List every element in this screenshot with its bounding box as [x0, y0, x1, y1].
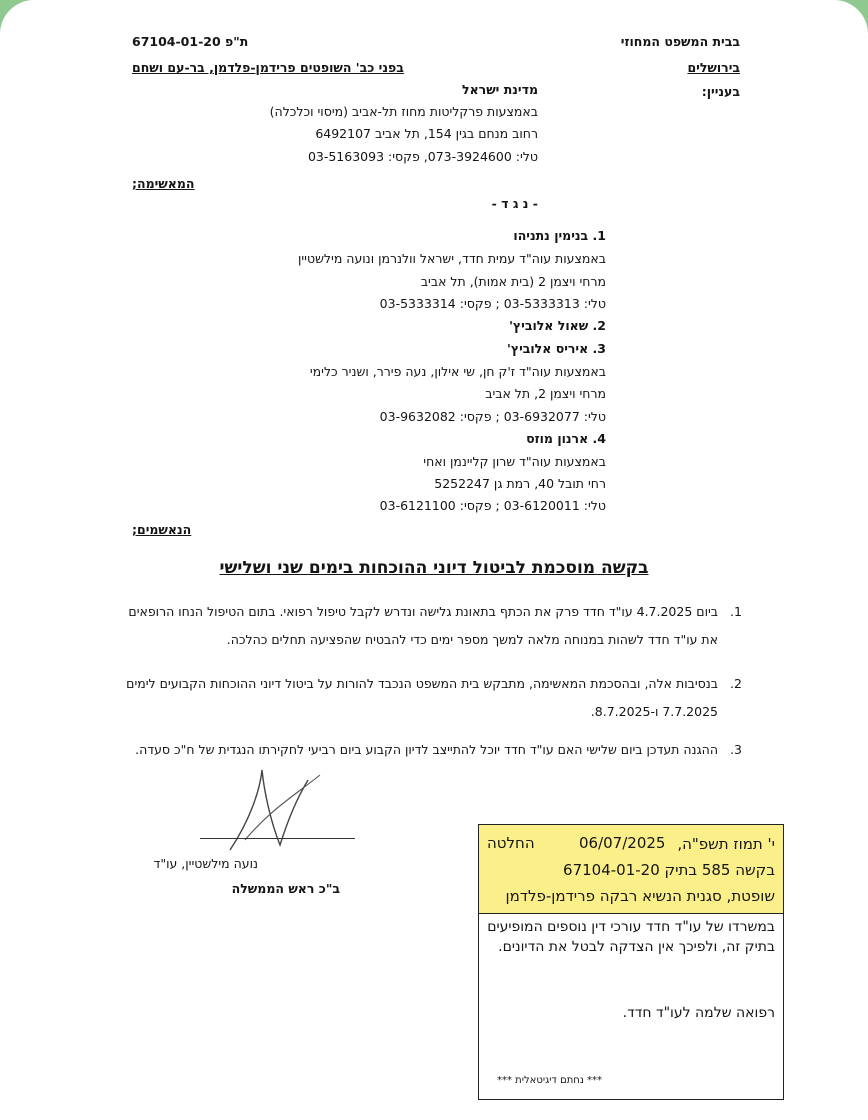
paragraph-2: בנסיבות אלה, ובהסכמת המאשימה, מתבקש בית המשפט הנכבד להורות על ביטול דיוני ההוכחות הקבועים לימים 7.7.2025 ו-8.7.2025.	[126, 676, 718, 719]
prosecution-name: מדינת ישראל	[462, 82, 538, 97]
defendant-4-address: רחי תובל 40, רמת גן 5252247	[434, 476, 606, 491]
decision-hebrew-date: י' תמוז תשפ"ה,	[677, 835, 775, 853]
paragraph-2-number: .2	[730, 676, 742, 691]
judges-line: בפני כב' השופטים פרידמן-פלדמן, בר-עם ושחם	[132, 60, 404, 75]
signer-name: נועה מילשטיין, עו"ד	[153, 856, 258, 871]
prosecution-address: רחוב מנחם בגין 154, תל אביב 6492107	[315, 126, 538, 141]
defendant-1-address: מרחי ויצמן 2 (בית אמות), תל אביב	[420, 274, 606, 289]
defendant-1-name: 1. בנימין נתניהו	[513, 228, 606, 243]
decision-box	[478, 824, 784, 1100]
defendant-3-phones: טלי: 03-6932077 ; פקסי: 03-9632082	[379, 409, 606, 424]
request-title: בקשה מוסכמת לביטול דיוני ההוכחות בימים שני ושלישי	[219, 558, 649, 578]
defendant-3-address: מרחי ויצמן 2, תל אביב	[485, 386, 606, 401]
regarding-label: בעניין:	[701, 84, 740, 99]
versus-label: - נ ג ד -	[491, 196, 538, 211]
defendant-1-phones: טלי: 03-5333313 ; פקסי: 03-5333314	[379, 296, 606, 311]
decision-label: החלטה	[487, 834, 535, 852]
defendants-role: הנאשמים;	[132, 522, 192, 537]
defendant-3-name: 3. איריס אלוביץ'	[507, 341, 606, 356]
defendant-3-rep: באמצעות עוה"ד ז'ק חן, שי אילון, נעה פירר, ושניר כלימי	[309, 364, 606, 379]
defendant-1-rep: באמצעות עוה"ד עמית חדד, ישראל וולנרמן ונועה מילשטיין	[297, 251, 606, 266]
handwritten-signature	[200, 760, 360, 860]
defendant-4-rep: באמצעות עוה"ד שרון קליינמן ואחי	[423, 454, 606, 469]
court-city: בירושלים	[687, 60, 740, 75]
court-name: בבית המשפט המחוזי	[620, 34, 740, 49]
signature-line	[200, 838, 355, 839]
paragraph-3-number: .3	[730, 742, 742, 757]
prosecution-phones: טלי: 073-3924600, פקסי: 03-5163093	[307, 149, 538, 164]
paragraph-3: ההגנה תעדכן ביום שלישי האם עו"ד חדד יוכל להתייצב לדיון הקבוע ביום רביעי לחקירתו הנגדית של ח"כ סעדה.	[135, 742, 718, 757]
case-number: ת"פ 67104-01-20	[132, 34, 249, 49]
prosecution-rep: באמצעות פרקליטות מחוז תל-אביב (מיסוי וכלכלה)	[269, 104, 538, 119]
decision-header	[479, 825, 783, 914]
decision-closing: רפואה שלמה לעו"ד חדד.	[622, 1005, 775, 1021]
decision-body: במשרדו של עו"ד חדד עורכי דין נוספים המופיעים בתיק זה, ולפיכך אין הצדקה לבטל את הדיונים.	[487, 919, 775, 955]
decision-signed: *** נחתם דיגיטאלית ***	[497, 1075, 602, 1086]
decision-request-line: בקשה 585 בתיק 67104-01-20	[563, 861, 775, 879]
paragraph-1: ביום 4.7.2025 עו"ד חדד פרק את הכתף בתאונת גלישה ונדרש לקבל טיפול רפואי. בתום הטיפול הנחו הרופאים את עו"ד חדד לשהות במנוחה מלאה למשך מספר ימים כדי להבטיח שהפציעה תחלים כהלכה.	[128, 604, 718, 647]
request-title-wrap	[0, 558, 868, 578]
decision-date: 06/07/2025	[579, 834, 666, 852]
defendant-4-name: 4. ארנון מוזס	[526, 431, 606, 446]
defendant-2-name: 2. שאול אלוביץ'	[509, 318, 606, 333]
signer-role: ב"כ ראש הממשלה	[231, 881, 340, 896]
defendant-4-phones: טלי: 03-6120011 ; פקסי: 03-6121100	[379, 498, 606, 513]
paragraph-1-number: .1	[730, 604, 742, 619]
decision-judge: שופטת, סגנית הנשיא רבקה פרידמן-פלדמן	[505, 887, 775, 905]
prosecution-role: המאשימה;	[132, 176, 195, 191]
